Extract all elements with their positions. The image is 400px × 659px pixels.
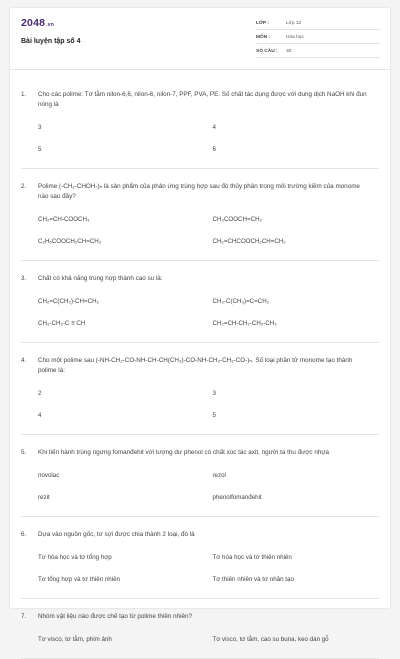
answer-option-c[interactable]: 4	[38, 411, 42, 419]
answer-option-d[interactable]: 6	[212, 145, 216, 153]
question-4	[21, 356, 379, 435]
answer-option-c[interactable]: Tơ tổng hợp và tơ thiên nhiên	[38, 575, 121, 583]
answer-option-b[interactable]: CH₃COOCH=CH₂	[212, 215, 262, 223]
page-title: Bài luyện tập số 4	[21, 38, 81, 45]
info-class: LỚP : Lớp 12	[256, 18, 380, 30]
question-number: 3.	[21, 275, 27, 282]
question-number: 2.	[21, 183, 27, 190]
answer-option-c[interactable]: 5	[38, 145, 42, 153]
question-text: Polime (-CH₂-CHOH-)ₙ là sản phẩm của phản ứng trùng hợp sau đó thủy phân trong môi trường kiềm của monome nào sau đây?	[38, 183, 360, 200]
question-text: Khi tiến hành trùng ngưng fomanđehit với lượng dư phenol có chất xúc tác axit, người ta thu được nhựa	[38, 449, 330, 456]
answer-option-a[interactable]: 2	[38, 389, 42, 397]
test-info	[256, 18, 380, 60]
answer-option-b[interactable]: CH₃-C(CH₃)=C=CH₂	[212, 297, 270, 305]
question-list	[10, 70, 390, 659]
question-number: 1.	[21, 91, 27, 98]
question-text: Cho các polime: Tơ tằm nilon-6,6, nilon-6, nilon-7, PPF, PVA, PE. Số chất tác dụng được với dung dịch NaOH khi đun nóng là	[38, 91, 367, 108]
answer-option-b[interactable]: rezol	[212, 471, 226, 479]
answer-option-a[interactable]: Tơ hóa học và tơ tổng hợp	[38, 553, 112, 561]
answer-option-a[interactable]: 3	[38, 123, 42, 131]
exercise-sheet	[10, 8, 390, 643]
question-number: 5.	[21, 449, 27, 456]
question-number: 7.	[21, 613, 27, 620]
question-7	[21, 612, 379, 659]
answer-option-b[interactable]: 4	[212, 123, 216, 131]
info-question-count: SỐ CÂU : 30	[256, 46, 380, 58]
question-5	[21, 448, 379, 517]
question-text: Dựa vào nguồn gốc, tơ sợi được chia thành 2 loại, đó là	[38, 531, 195, 538]
question-number: 4.	[21, 357, 27, 364]
answer-option-a[interactable]: CH₂=C(CH₃)-CH=CH₂	[38, 297, 99, 305]
answer-option-d[interactable]: CH₂=CH-CH₂-CH₂-CH₃	[212, 319, 277, 327]
answer-option-d[interactable]: 5	[212, 411, 216, 419]
question-text: Chất có khả năng trùng hợp thành cao su là:	[38, 275, 163, 282]
answer-option-a[interactable]: novolac	[38, 471, 60, 479]
question-text: Nhóm vật liệu nào được chế tạo từ polime thiên nhiên?	[38, 613, 192, 620]
answer-option-b[interactable]: Tơ visco, tơ tằm, cao su buna, keo dán gỗ	[212, 635, 329, 643]
answer-option-d[interactable]: phenolfomanđehit	[212, 493, 262, 501]
answer-option-d[interactable]: Tơ thiên nhiên và tơ nhân tạo	[212, 575, 294, 583]
question-6	[21, 530, 379, 599]
answer-option-c[interactable]: C₂H₅COOCH₂CH=CH₂	[38, 237, 102, 245]
sheet-header	[10, 8, 390, 70]
site-logo[interactable]: 2048.vn	[21, 17, 54, 29]
answer-option-a[interactable]: Tơ visco, tơ tằm, phim ảnh	[38, 635, 112, 643]
answer-option-b[interactable]: Tơ hóa học và tơ thiên nhiên	[212, 553, 292, 561]
answer-option-b[interactable]: 3	[212, 389, 216, 397]
answer-option-c[interactable]: CH₃-CH₂-C ≡ CH	[38, 319, 86, 327]
answer-option-c[interactable]: rezit	[38, 493, 50, 501]
answer-option-a[interactable]: CH₂=CH-COOCH₃	[38, 215, 90, 223]
info-subject: MÔN : Hóa học	[256, 32, 380, 44]
question-3	[21, 274, 379, 343]
question-2	[21, 182, 379, 261]
answer-option-d[interactable]: CH₂=CHCOOCH₂CH=CH₂	[212, 237, 286, 245]
question-text: Cho một polime sau (-NH-CH₂-CO-NH-CH-CH(CH₃)-CO-NH-CH₂-CH₂-CO-)ₙ. Số loại phân tử monome tạo thành polime là:	[38, 357, 353, 374]
question-1	[21, 90, 379, 169]
question-number: 6.	[21, 531, 27, 538]
